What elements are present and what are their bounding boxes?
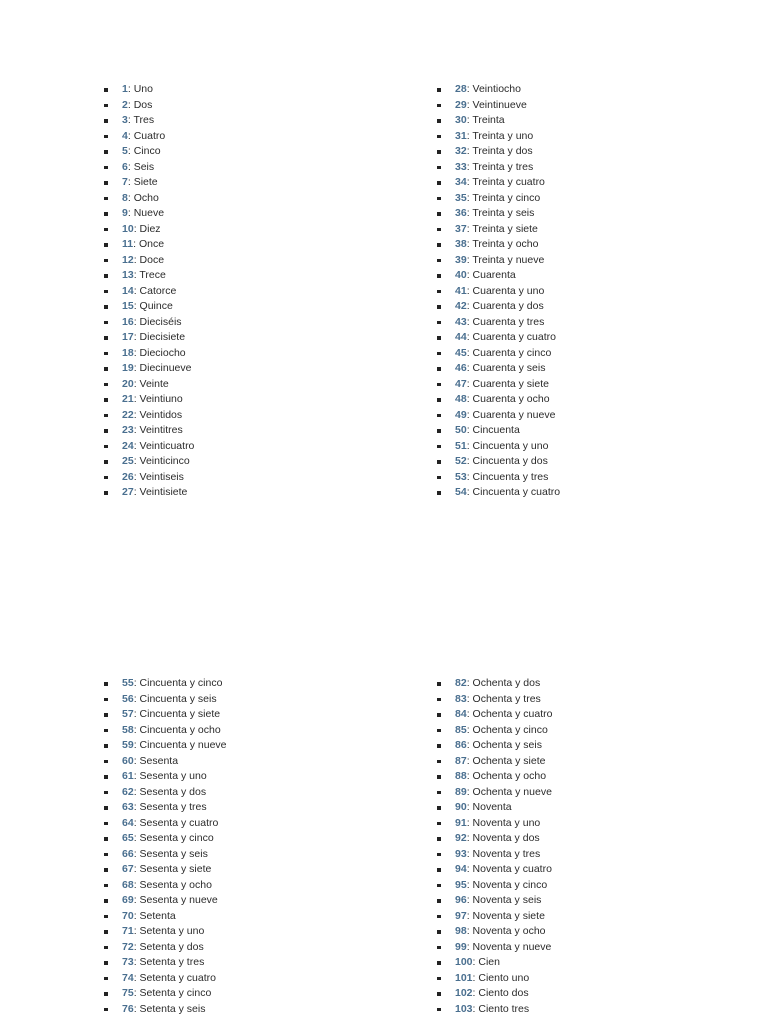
- item-word: Sesenta y cuatro: [139, 816, 219, 829]
- list-item: 29: Veintinueve: [437, 98, 560, 114]
- item-word: Doce: [139, 253, 165, 266]
- list-item: 75: Setenta y cinco: [104, 986, 227, 1002]
- item-number: 59: [122, 739, 134, 751]
- item-word: Ochenta y nueve: [472, 785, 552, 798]
- item-number: 86: [455, 739, 467, 751]
- list-item: 65: Sesenta y cinco: [104, 831, 227, 847]
- item-word: Cuarenta y nueve: [472, 408, 556, 421]
- item-number: 102: [455, 987, 473, 999]
- list-item: 23: Veintitres: [104, 423, 194, 439]
- item-word: Treinta y nueve: [472, 253, 545, 266]
- item-number: 73: [122, 956, 134, 968]
- item-word: Veinte: [139, 377, 169, 390]
- item-word: Noventa: [472, 801, 512, 813]
- item-word: Veintiuno: [139, 393, 183, 405]
- list-item: 21: Veintiuno: [104, 392, 194, 408]
- item-number: 17: [122, 331, 134, 343]
- item-number: 27: [122, 486, 134, 498]
- list-item: 20: Veinte: [104, 377, 194, 393]
- item-word: Dos: [133, 98, 153, 111]
- list-item: 34: Treinta y cuatro: [437, 175, 560, 191]
- number-list-1-27: [104, 82, 194, 501]
- item-word: Cincuenta y siete: [139, 708, 221, 720]
- item-word: Setenta: [139, 909, 176, 922]
- item-number: 46: [455, 362, 467, 374]
- item-number: 93: [455, 847, 467, 860]
- list-item: 59: Cincuenta y nueve: [104, 738, 227, 754]
- item-number: 96: [455, 894, 467, 906]
- item-number: 74: [122, 971, 134, 984]
- item-number: 30: [455, 114, 467, 126]
- item-number: 98: [455, 925, 467, 937]
- list-item: 5: Cinco: [104, 144, 194, 160]
- item-number: 3: [122, 114, 128, 126]
- list-item: 1: Uno: [104, 82, 194, 98]
- list-item: 28: Veintiocho: [437, 82, 560, 98]
- item-word: Treinta y ocho: [472, 238, 539, 250]
- list-item: 19: Diecinueve: [104, 361, 194, 377]
- list-item: 82: Ochenta y dos: [437, 676, 553, 692]
- list-item: 38: Treinta y ocho: [437, 237, 560, 253]
- list-item: 66: Sesenta y seis: [104, 847, 227, 863]
- item-word: Sesenta y nueve: [139, 894, 218, 906]
- item-word: Nueve: [133, 207, 165, 219]
- list-item: 86: Ochenta y seis: [437, 738, 553, 754]
- item-word: Ciento dos: [478, 987, 529, 999]
- list-item: 27: Veintisiete: [104, 485, 194, 501]
- item-word: Sesenta y dos: [139, 785, 207, 798]
- list-item: 60: Sesenta: [104, 754, 227, 770]
- item-number: 41: [455, 284, 467, 297]
- item-number: 99: [455, 940, 467, 953]
- item-number: 16: [122, 315, 134, 328]
- list-item: 93: Noventa y tres: [437, 847, 553, 863]
- item-number: 91: [455, 816, 467, 829]
- list-item: 83: Ochenta y tres: [437, 692, 553, 708]
- list-item: 2: Dos: [104, 98, 194, 114]
- list-item: 48: Cuarenta y ocho: [437, 392, 560, 408]
- list-item: 58: Cincuenta y ocho: [104, 723, 227, 739]
- item-number: 25: [122, 455, 134, 467]
- item-number: 63: [122, 801, 134, 813]
- item-number: 36: [455, 207, 467, 219]
- list-item: 70: Setenta: [104, 909, 227, 925]
- list-item: 15: Quince: [104, 299, 194, 315]
- item-word: Sesenta y uno: [139, 770, 207, 782]
- item-word: Siete: [133, 176, 158, 188]
- item-number: 65: [122, 832, 134, 844]
- list-item: 62: Sesenta y dos: [104, 785, 227, 801]
- item-word: Sesenta y siete: [139, 863, 212, 875]
- item-number: 83: [455, 692, 467, 705]
- item-word: Cuarenta y seis: [472, 362, 546, 374]
- item-number: 10: [122, 222, 134, 235]
- list-item: 33: Treinta y tres: [437, 160, 560, 176]
- list-item: 76: Setenta y seis: [104, 1002, 227, 1018]
- item-word: Cincuenta: [472, 424, 520, 436]
- list-item: 67: Sesenta y siete: [104, 862, 227, 878]
- item-word: Sesenta y cinco: [139, 832, 214, 844]
- item-number: 40: [455, 269, 467, 281]
- item-number: 57: [122, 708, 134, 720]
- item-word: Catorce: [139, 284, 177, 297]
- item-word: Setenta y cuatro: [139, 971, 216, 984]
- item-word: Seis: [133, 160, 155, 173]
- list-item: 6: Seis: [104, 160, 194, 176]
- list-item: 9: Nueve: [104, 206, 194, 222]
- item-number: 56: [122, 692, 134, 705]
- item-number: 11: [122, 238, 134, 250]
- item-word: Cincuenta y seis: [139, 692, 217, 705]
- item-number: 35: [455, 191, 467, 204]
- item-number: 55: [122, 677, 134, 689]
- item-number: 18: [122, 346, 134, 359]
- item-word: Cincuenta y cinco: [139, 677, 223, 689]
- item-number: 29: [455, 98, 467, 111]
- list-item: 101: Ciento uno: [437, 971, 553, 987]
- list-item: 13: Trece: [104, 268, 194, 284]
- list-item: 49: Cuarenta y nueve: [437, 408, 560, 424]
- list-item: 30: Treinta: [437, 113, 560, 129]
- item-word: Cincuenta y ocho: [139, 723, 221, 736]
- item-word: Once: [138, 238, 165, 250]
- item-number: 62: [122, 785, 134, 798]
- item-word: Trece: [139, 269, 166, 281]
- list-item: 4: Cuatro: [104, 129, 194, 145]
- list-item: 88: Ochenta y ocho: [437, 769, 553, 785]
- item-word: Noventa y uno: [472, 816, 541, 829]
- item-number: 53: [455, 470, 467, 483]
- item-number: 6: [122, 160, 128, 173]
- item-number: 47: [455, 377, 467, 390]
- item-word: Treinta y cinco: [472, 191, 541, 204]
- item-number: 37: [455, 222, 467, 235]
- list-item: 7: Siete: [104, 175, 194, 191]
- list-item: 37: Treinta y siete: [437, 222, 560, 238]
- item-word: Tres: [133, 114, 155, 126]
- item-number: 69: [122, 894, 134, 906]
- item-word: Cien: [478, 956, 500, 968]
- item-number: 92: [455, 832, 467, 844]
- item-word: Cuatro: [133, 129, 166, 142]
- item-number: 12: [122, 253, 134, 266]
- item-word: Ochenta y cuatro: [472, 708, 553, 720]
- item-number: 45: [455, 346, 467, 359]
- item-word: Cuarenta y siete: [472, 377, 549, 390]
- item-number: 26: [122, 470, 134, 483]
- item-number: 14: [122, 284, 134, 297]
- list-item: 72: Setenta y dos: [104, 940, 227, 956]
- item-number: 13: [122, 269, 134, 281]
- item-word: Diecinueve: [139, 362, 192, 374]
- list-item: 71: Setenta y uno: [104, 924, 227, 940]
- item-number: 52: [455, 455, 467, 467]
- item-word: Setenta y tres: [139, 956, 205, 968]
- item-number: 88: [455, 770, 467, 782]
- list-item: 57: Cincuenta y siete: [104, 707, 227, 723]
- list-item: 64: Sesenta y cuatro: [104, 816, 227, 832]
- list-item: 18: Dieciocho: [104, 346, 194, 362]
- list-item: 91: Noventa y uno: [437, 816, 553, 832]
- item-number: 70: [122, 909, 134, 922]
- item-number: 19: [122, 362, 134, 374]
- item-word: Noventa y nueve: [472, 940, 552, 953]
- item-word: Cuarenta y uno: [472, 284, 545, 297]
- list-item: 47: Cuarenta y siete: [437, 377, 560, 393]
- item-number: 28: [455, 83, 467, 95]
- item-number: 97: [455, 909, 467, 922]
- item-word: Veintiocho: [472, 83, 521, 95]
- item-number: 31: [455, 129, 467, 142]
- item-number: 49: [455, 408, 467, 421]
- item-number: 72: [122, 940, 134, 953]
- item-number: 82: [455, 677, 467, 689]
- list-item: 85: Ochenta y cinco: [437, 723, 553, 739]
- item-word: Dieciséis: [139, 315, 182, 328]
- list-item: 54: Cincuenta y cuatro: [437, 485, 560, 501]
- item-word: Cuarenta: [472, 269, 516, 281]
- item-word: Cuarenta y ocho: [472, 393, 550, 405]
- list-item: 46: Cuarenta y seis: [437, 361, 560, 377]
- item-number: 71: [122, 925, 134, 937]
- item-word: Cuarenta y cuatro: [472, 331, 556, 343]
- list-item: 42: Cuarenta y dos: [437, 299, 560, 315]
- list-item: 36: Treinta y seis: [437, 206, 560, 222]
- list-item: 100: Cien: [437, 955, 553, 971]
- item-number: 103: [455, 1002, 473, 1015]
- item-number: 68: [122, 878, 134, 891]
- item-word: Uno: [133, 83, 153, 95]
- item-number: 95: [455, 878, 467, 891]
- item-number: 8: [122, 191, 128, 204]
- item-word: Dieciocho: [139, 346, 186, 359]
- item-number: 61: [122, 770, 134, 782]
- item-word: Treinta y dos: [472, 145, 533, 157]
- number-list-28-54: [437, 82, 560, 501]
- list-item: 97: Noventa y siete: [437, 909, 553, 925]
- list-item: 45: Cuarenta y cinco: [437, 346, 560, 362]
- item-number: 85: [455, 723, 467, 736]
- list-item: 11: Once: [104, 237, 194, 253]
- list-item: 94: Noventa y cuatro: [437, 862, 553, 878]
- item-word: Ochenta y tres: [472, 692, 541, 705]
- list-item: 41: Cuarenta y uno: [437, 284, 560, 300]
- item-word: Cincuenta y uno: [472, 439, 549, 452]
- item-number: 32: [455, 145, 467, 157]
- item-word: Setenta y seis: [139, 1002, 206, 1015]
- list-item: 99: Noventa y nueve: [437, 940, 553, 956]
- item-number: 4: [122, 129, 128, 142]
- item-number: 5: [122, 145, 128, 157]
- list-item: 90: Noventa: [437, 800, 553, 816]
- item-word: Ciento uno: [478, 971, 530, 984]
- list-item: 16: Dieciséis: [104, 315, 194, 331]
- item-number: 38: [455, 238, 467, 250]
- item-word: Sesenta: [139, 754, 179, 767]
- item-word: Noventa y seis: [472, 894, 542, 906]
- item-number: 60: [122, 754, 134, 767]
- list-item: 92: Noventa y dos: [437, 831, 553, 847]
- item-word: Ciento tres: [478, 1002, 530, 1015]
- item-word: Veintiseis: [139, 470, 184, 483]
- item-number: 100: [455, 956, 473, 968]
- list-item: 87: Ochenta y siete: [437, 754, 553, 770]
- list-item: 63: Sesenta y tres: [104, 800, 227, 816]
- item-word: Noventa y dos: [472, 832, 540, 844]
- item-number: 34: [455, 176, 467, 188]
- item-word: Treinta y cuatro: [472, 176, 545, 188]
- item-number: 76: [122, 1002, 134, 1015]
- item-word: Cincuenta y dos: [472, 455, 548, 467]
- item-word: Sesenta y seis: [139, 847, 208, 860]
- list-item: 74: Setenta y cuatro: [104, 971, 227, 987]
- item-word: Ochenta y seis: [472, 739, 542, 751]
- item-word: Noventa y ocho: [472, 925, 546, 937]
- item-word: Cinco: [133, 145, 161, 157]
- item-number: 66: [122, 847, 134, 860]
- item-word: Treinta y tres: [472, 160, 534, 173]
- item-number: 33: [455, 160, 467, 173]
- item-word: Veinticuatro: [139, 439, 195, 452]
- item-word: Setenta y cinco: [139, 987, 212, 999]
- item-number: 44: [455, 331, 467, 343]
- item-word: Veintisiete: [139, 486, 188, 498]
- list-item: 40: Cuarenta: [437, 268, 560, 284]
- item-number: 58: [122, 723, 134, 736]
- item-word: Veinticinco: [139, 455, 190, 467]
- item-word: Treinta y siete: [472, 222, 538, 235]
- item-word: Noventa y cuatro: [472, 863, 552, 875]
- item-number: 39: [455, 253, 467, 266]
- item-word: Cincuenta y tres: [472, 470, 549, 483]
- list-item: 56: Cincuenta y seis: [104, 692, 227, 708]
- item-word: Diecisiete: [139, 331, 186, 343]
- list-item: 103: Ciento tres: [437, 1002, 553, 1018]
- item-number: 67: [122, 863, 134, 875]
- item-word: Treinta y uno: [472, 129, 534, 142]
- list-item: 14: Catorce: [104, 284, 194, 300]
- item-word: Ochenta y siete: [472, 754, 546, 767]
- item-number: 22: [122, 408, 134, 421]
- list-item: 89: Ochenta y nueve: [437, 785, 553, 801]
- item-number: 75: [122, 987, 134, 999]
- item-number: 15: [122, 300, 134, 312]
- item-word: Cuarenta y tres: [472, 315, 545, 328]
- list-item: 43: Cuarenta y tres: [437, 315, 560, 331]
- list-item: 3: Tres: [104, 113, 194, 129]
- list-item: 69: Sesenta y nueve: [104, 893, 227, 909]
- item-word: Cincuenta y cuatro: [472, 486, 561, 498]
- item-word: Noventa y siete: [472, 909, 545, 922]
- item-word: Cuarenta y dos: [472, 300, 544, 312]
- list-item: 96: Noventa y seis: [437, 893, 553, 909]
- list-item: 31: Treinta y uno: [437, 129, 560, 145]
- item-number: 54: [455, 486, 467, 498]
- list-item: 51: Cincuenta y uno: [437, 439, 560, 455]
- item-number: 51: [455, 439, 467, 452]
- item-number: 89: [455, 785, 467, 798]
- list-item: 68: Sesenta y ocho: [104, 878, 227, 894]
- list-item: 55: Cincuenta y cinco: [104, 676, 227, 692]
- list-item: 73: Setenta y tres: [104, 955, 227, 971]
- item-word: Cincuenta y nueve: [139, 739, 227, 751]
- list-item: 25: Veinticinco: [104, 454, 194, 470]
- item-word: Diez: [139, 222, 161, 235]
- item-word: Ochenta y dos: [472, 677, 541, 689]
- item-number: 23: [122, 424, 134, 436]
- list-item: 98: Noventa y ocho: [437, 924, 553, 940]
- item-word: Veintitres: [139, 424, 183, 436]
- item-word: Veintidos: [139, 408, 183, 421]
- item-word: Veintinueve: [472, 98, 527, 111]
- item-number: 101: [455, 971, 473, 984]
- list-item: 53: Cincuenta y tres: [437, 470, 560, 486]
- item-number: 94: [455, 863, 467, 875]
- item-number: 50: [455, 424, 467, 436]
- item-number: 9: [122, 207, 128, 219]
- list-item: 17: Diecisiete: [104, 330, 194, 346]
- item-number: 90: [455, 801, 467, 813]
- item-word: Noventa y tres: [472, 847, 541, 860]
- item-number: 43: [455, 315, 467, 328]
- item-word: Ocho: [133, 191, 159, 204]
- list-item: 24: Veinticuatro: [104, 439, 194, 455]
- item-number: 84: [455, 708, 467, 720]
- list-item: 102: Ciento dos: [437, 986, 553, 1002]
- item-word: Setenta y uno: [139, 925, 205, 937]
- list-item: 8: Ocho: [104, 191, 194, 207]
- list-item: 10: Diez: [104, 222, 194, 238]
- item-number: 24: [122, 439, 134, 452]
- item-word: Setenta y dos: [139, 940, 204, 953]
- list-item: 61: Sesenta y uno: [104, 769, 227, 785]
- list-item: 35: Treinta y cinco: [437, 191, 560, 207]
- list-item: 52: Cincuenta y dos: [437, 454, 560, 470]
- number-list-82-103: [437, 676, 553, 1017]
- list-item: 12: Doce: [104, 253, 194, 269]
- item-number: 48: [455, 393, 467, 405]
- item-number: 42: [455, 300, 467, 312]
- item-number: 64: [122, 816, 134, 829]
- list-item: 95: Noventa y cinco: [437, 878, 553, 894]
- item-word: Treinta y seis: [472, 207, 535, 219]
- number-list-55-76: [104, 676, 227, 1017]
- item-word: Treinta: [472, 114, 505, 126]
- item-number: 21: [122, 393, 134, 405]
- list-item: 44: Cuarenta y cuatro: [437, 330, 560, 346]
- list-item: 22: Veintidos: [104, 408, 194, 424]
- list-item: 32: Treinta y dos: [437, 144, 560, 160]
- item-word: Sesenta y ocho: [139, 878, 212, 891]
- item-word: Noventa y cinco: [472, 878, 548, 891]
- item-number: 2: [122, 98, 128, 111]
- item-number: 20: [122, 377, 134, 390]
- list-item: 50: Cincuenta: [437, 423, 560, 439]
- list-item: 26: Veintiseis: [104, 470, 194, 486]
- item-number: 7: [122, 176, 128, 188]
- list-item: 39: Treinta y nueve: [437, 253, 560, 269]
- item-word: Ochenta y cinco: [472, 723, 548, 736]
- item-word: Cuarenta y cinco: [472, 346, 552, 359]
- item-number: 87: [455, 754, 467, 767]
- item-number: 1: [122, 83, 128, 95]
- item-word: Sesenta y tres: [139, 801, 207, 813]
- list-item: 84: Ochenta y cuatro: [437, 707, 553, 723]
- item-word: Ochenta y ocho: [472, 770, 547, 782]
- item-word: Quince: [139, 300, 173, 312]
